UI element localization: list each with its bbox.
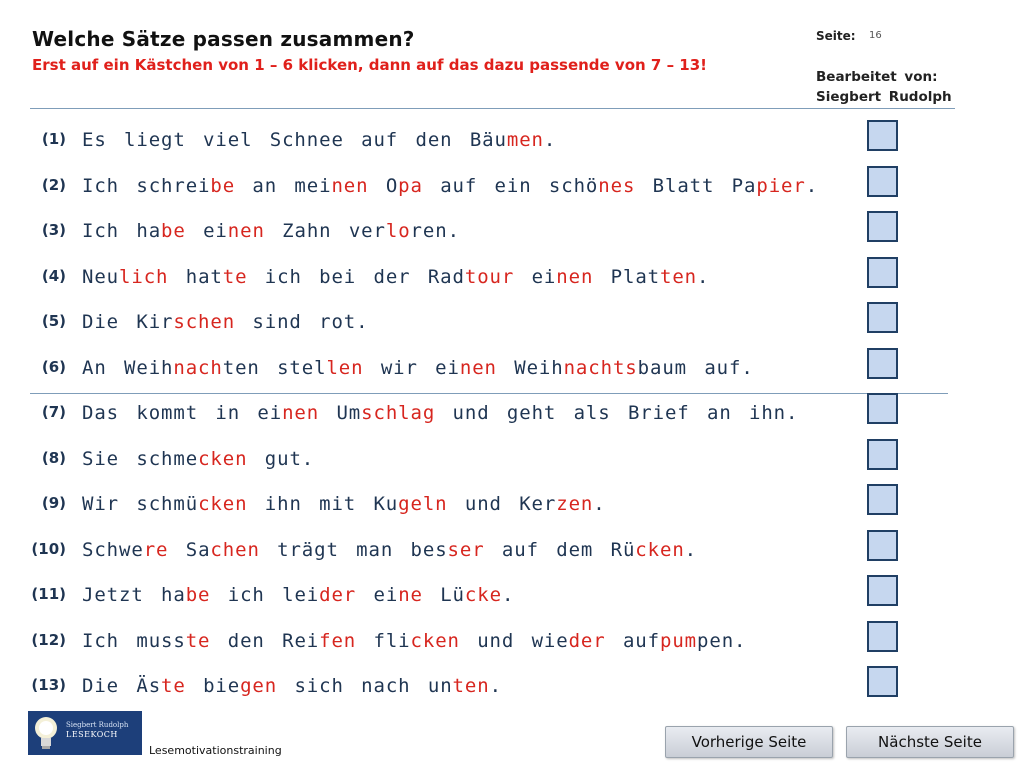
highlighted-syllable: te	[185, 630, 211, 652]
highlighted-syllable: ser	[447, 539, 485, 561]
sentence-row	[0, 675, 1024, 717]
answer-box[interactable]	[867, 621, 898, 652]
sentence-fragment: ich bei der Rad	[247, 266, 465, 288]
previous-page-button[interactable]: Vorherige Seite	[665, 726, 833, 758]
answer-box[interactable]	[867, 666, 898, 697]
sentence-text	[82, 448, 314, 470]
sentence-fragment: und wie	[459, 630, 569, 652]
highlighted-syllable: lo	[385, 220, 411, 242]
highlighted-syllable: der	[319, 584, 357, 606]
sentence-fragment: und Ker	[447, 493, 557, 515]
sentence-fragment: trägt man bes	[259, 539, 448, 561]
highlighted-syllable: be	[210, 175, 236, 197]
sentence-fragment: den Rei	[210, 630, 320, 652]
highlighted-syllable: ten	[660, 266, 698, 288]
sentence-fragment: Zahn ver	[264, 220, 386, 242]
sentence-fragment: hat	[168, 266, 223, 288]
answer-box[interactable]	[867, 575, 898, 606]
highlighted-syllable: der	[568, 630, 606, 652]
highlighted-syllable: lich	[119, 266, 169, 288]
highlighted-syllable: te	[222, 266, 248, 288]
sentence-fragment: .	[684, 539, 697, 561]
highlighted-syllable: men	[506, 129, 544, 151]
sentence-fragment: Die Kir	[82, 311, 174, 333]
next-page-button[interactable]: Nächste Seite	[846, 726, 1014, 758]
highlighted-syllable: fen	[319, 630, 357, 652]
page-title: Welche Sätze passen zusammen?	[32, 27, 415, 51]
sentence-fragment: sich nach un	[277, 675, 453, 697]
highlighted-syllable: nes	[598, 175, 636, 197]
sentence-row	[0, 584, 1024, 626]
sentence-fragment: ei	[356, 584, 399, 606]
highlighted-syllable: nach	[173, 357, 223, 379]
sentence-row	[0, 311, 1024, 353]
highlighted-syllable: ten	[452, 675, 490, 697]
sentence-fragment: Ich ha	[82, 220, 162, 242]
sentence-fragment: baum auf.	[637, 357, 754, 379]
highlighted-syllable: pa	[398, 175, 423, 197]
highlighted-syllable: nen	[556, 266, 594, 288]
training-label: Lesemotivationstraining	[149, 744, 282, 757]
sentence-fragment: Schwe	[82, 539, 144, 561]
sentence-fragment: auf ein schö	[422, 175, 599, 197]
sentence-fragment: O	[368, 175, 399, 197]
sentence-fragment: ten stel	[222, 357, 327, 379]
sentence-fragment: gut.	[247, 448, 315, 470]
answer-box[interactable]	[867, 393, 898, 424]
highlighted-syllable: nen	[331, 175, 369, 197]
instruction-text: Erst auf ein Kästchen von 1 – 6 klicken, dann auf das dazu passende von 7 – 13!	[32, 56, 708, 74]
sentence-row	[0, 220, 1024, 262]
sentence-fragment: und geht als Brief an ihn.	[435, 402, 799, 424]
highlighted-syllable: geln	[398, 493, 448, 515]
highlighted-syllable: re	[143, 539, 169, 561]
sentence-fragment: An Weih	[82, 357, 174, 379]
header-divider	[30, 108, 955, 109]
logo-author: Siegbert Rudolph	[66, 721, 129, 729]
sentence-fragment: .	[489, 675, 502, 697]
sentence-fragment: Sa	[168, 539, 211, 561]
highlighted-syllable: cken	[635, 539, 685, 561]
sentence-row	[0, 129, 1024, 171]
sentence-fragment: ei	[514, 266, 557, 288]
sentence-number: (4)	[41, 267, 66, 285]
sentence-text	[82, 675, 502, 697]
sentence-fragment: an mei	[235, 175, 332, 197]
sentence-text	[82, 493, 606, 515]
sentence-fragment: Um	[319, 402, 362, 424]
sentence-number: (12)	[31, 631, 66, 649]
highlighted-syllable: pum	[659, 630, 698, 652]
highlighted-syllable: te	[161, 675, 186, 697]
answer-box[interactable]	[867, 484, 898, 515]
sentence-text	[82, 357, 754, 379]
sentence-number: (6)	[41, 358, 66, 376]
sentence-number: (5)	[41, 312, 66, 330]
sentence-fragment: ich lei	[210, 584, 320, 606]
lesekoch-logo	[28, 711, 142, 755]
sentence-fragment: Es liegt viel Schnee auf den Bäu	[82, 129, 507, 151]
sentence-number: (10)	[31, 540, 66, 558]
sentence-fragment: Neu	[82, 266, 120, 288]
answer-box[interactable]	[867, 439, 898, 470]
highlighted-syllable: ne	[398, 584, 423, 606]
logo-wordmark: LESEKOCH	[66, 730, 118, 739]
sentence-row	[0, 493, 1024, 535]
sentence-fragment: ren.	[410, 220, 460, 242]
page-label: Seite:	[816, 29, 856, 43]
sentence-fragment: .	[501, 584, 515, 606]
sentence-fragment: Weih	[496, 357, 564, 379]
sentence-number: (13)	[31, 676, 66, 694]
sentence-fragment: Wir schmü	[82, 493, 199, 515]
sentence-number: (2)	[41, 176, 66, 194]
sentence-fragment: auf	[605, 630, 660, 652]
sentence-number: (1)	[41, 130, 66, 148]
sentence-fragment: ei	[185, 220, 228, 242]
sentence-fragment: Die Äs	[82, 675, 162, 697]
sentence-text	[82, 630, 746, 652]
sentence-text	[82, 402, 798, 424]
highlighted-syllable: cken	[198, 493, 248, 515]
sentence-text	[82, 584, 514, 606]
answer-box[interactable]	[867, 166, 898, 197]
sentence-row	[0, 402, 1024, 444]
highlighted-syllable: nen	[282, 402, 320, 424]
sentence-fragment: ihn mit Ku	[247, 493, 399, 515]
highlighted-syllable: zen	[556, 493, 594, 515]
sentence-text	[82, 266, 709, 288]
highlighted-syllable: pier	[756, 175, 806, 197]
sentence-number: (7)	[41, 403, 66, 421]
answer-box[interactable]	[867, 348, 898, 379]
answer-box[interactable]	[867, 211, 898, 242]
highlighted-syllable: gen	[240, 675, 278, 697]
highlighted-syllable: nen	[459, 357, 497, 379]
sentence-fragment: wir ei	[363, 357, 460, 379]
sentence-fragment: .	[805, 175, 819, 197]
sentence-fragment: auf dem Rü	[484, 539, 636, 561]
sentence-fragment: Ich muss	[82, 630, 186, 652]
sentence-fragment: Sie schme	[82, 448, 199, 470]
sentence-text	[82, 175, 818, 197]
answer-box[interactable]	[867, 257, 898, 288]
answer-box[interactable]	[867, 120, 898, 151]
highlighted-syllable: cken	[198, 448, 248, 470]
sentence-fragment: Blatt Pa	[635, 175, 757, 197]
sentence-text	[82, 539, 697, 561]
highlighted-syllable: cke	[464, 584, 502, 606]
sentence-fragment: sind rot.	[235, 311, 369, 333]
answer-box[interactable]	[867, 530, 898, 561]
page-number: 16	[869, 30, 882, 41]
sentence-number: (11)	[31, 585, 66, 603]
author-name: Siegbert Rudolph	[816, 89, 952, 105]
sentence-fragment: Ich schrei	[82, 175, 211, 197]
sentence-fragment: bie	[185, 675, 241, 697]
sentence-number: (9)	[41, 494, 66, 512]
lightbulb-icon	[30, 713, 62, 753]
sentence-fragment: pen.	[697, 630, 747, 652]
highlighted-syllable: tour	[464, 266, 515, 288]
highlighted-syllable: nachts	[563, 357, 638, 379]
edited-by-label: Bearbeitet von:	[816, 69, 938, 85]
sentence-fragment: fli	[356, 630, 411, 652]
highlighted-syllable: be	[185, 584, 211, 606]
sentence-fragment: .	[697, 266, 710, 288]
highlighted-syllable: be	[161, 220, 186, 242]
sentence-text	[82, 220, 460, 242]
sentence-fragment: Das kommt in ei	[82, 402, 283, 424]
sentence-fragment: .	[543, 129, 557, 151]
sentence-fragment: Jetzt ha	[82, 584, 186, 606]
answer-box[interactable]	[867, 302, 898, 333]
sentence-text	[82, 129, 556, 151]
sentence-number: (3)	[41, 221, 66, 239]
sentence-text	[82, 311, 368, 333]
highlighted-syllable: cken	[410, 630, 460, 652]
highlighted-syllable: nen	[227, 220, 265, 242]
sentence-fragment: .	[593, 493, 606, 515]
sentence-fragment: Plat	[593, 266, 660, 288]
highlighted-syllable: schlag	[361, 402, 436, 424]
sentence-fragment: Lü	[422, 584, 465, 606]
author-block	[816, 67, 952, 107]
highlighted-syllable: len	[326, 357, 364, 379]
highlighted-syllable: schen	[173, 311, 236, 333]
highlighted-syllable: chen	[210, 539, 260, 561]
sentence-number: (8)	[41, 449, 66, 467]
